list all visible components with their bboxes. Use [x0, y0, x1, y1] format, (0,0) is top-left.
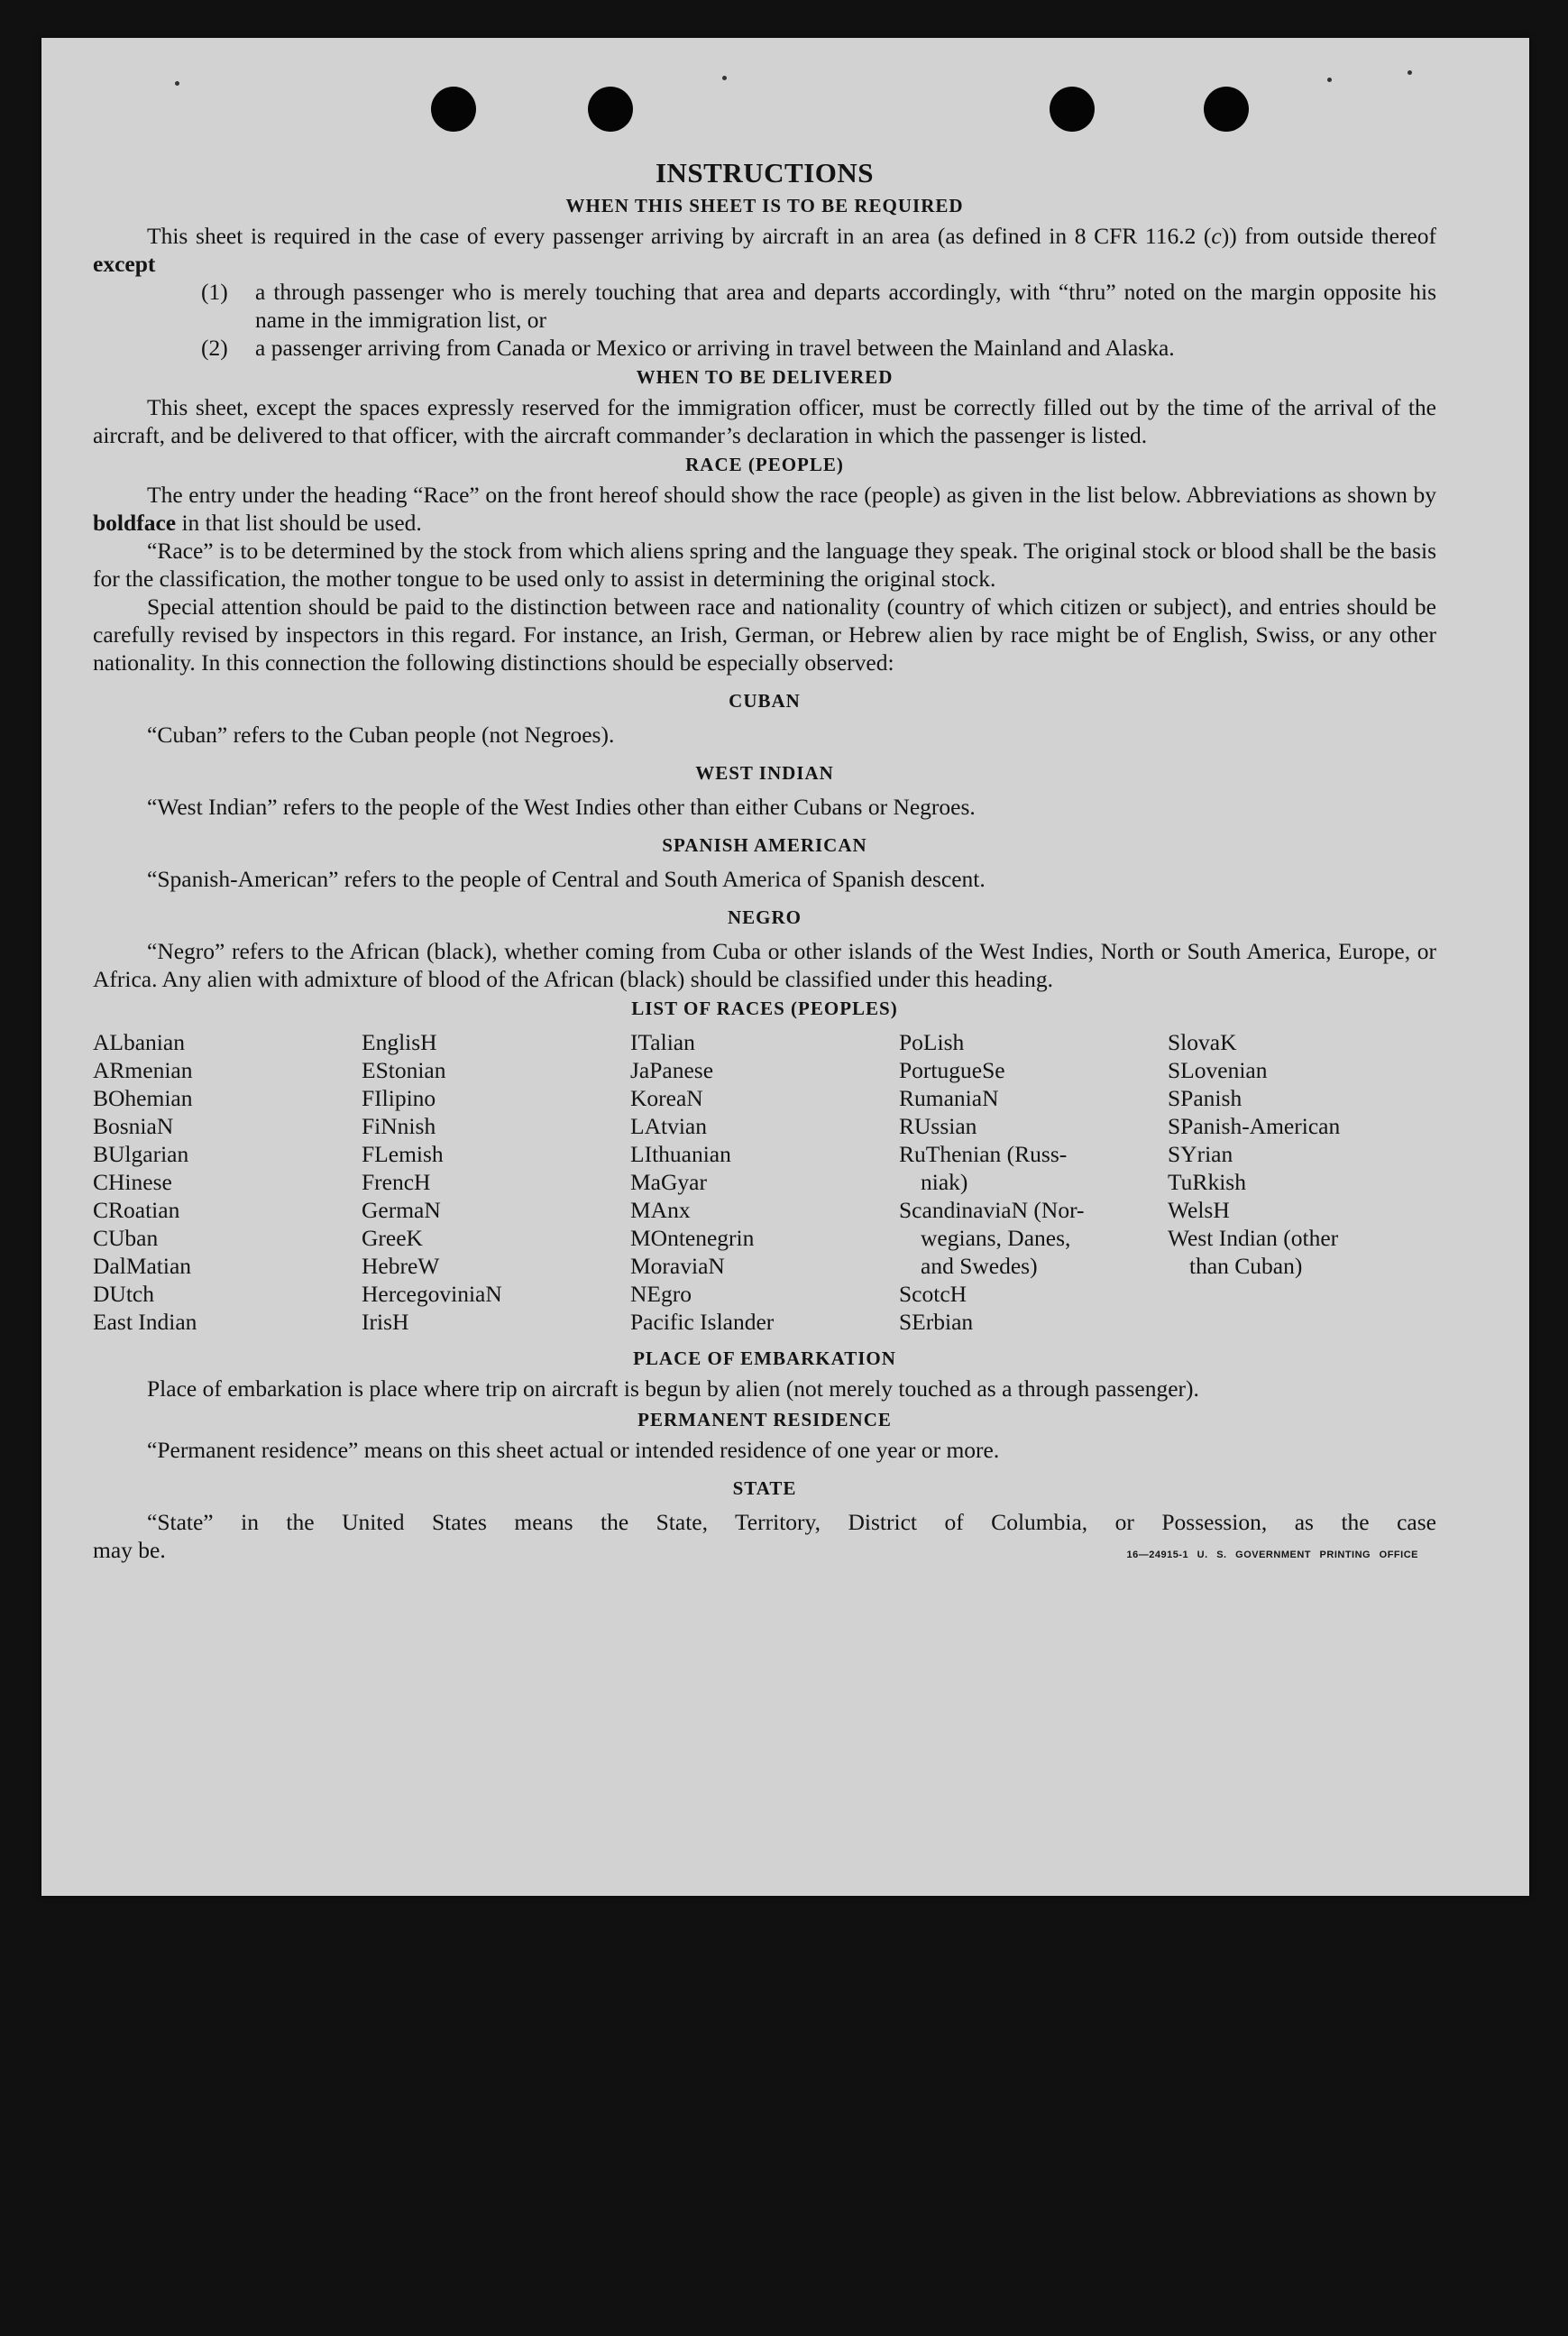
race-entry: JaPanese: [630, 1057, 714, 1083]
race-entry: FrencH: [362, 1169, 431, 1195]
race-entry: FLemish: [362, 1141, 444, 1167]
heading-list-of-races: LIST OF RACES (PEOPLES): [631, 998, 898, 1019]
speck: [722, 76, 727, 80]
race-entry: NEgro: [630, 1281, 692, 1307]
race-entry: RUssian: [899, 1113, 977, 1139]
punch-hole: [1204, 87, 1249, 132]
race-entry: ARmenian: [93, 1057, 193, 1083]
when-delivered-text: This sheet, except the spaces expressly reserved for the immigration officer, must be correctly filled out by the time of the arrival of the aircraft, and be delivered to that officer, with the aircraft commander’s declaration in which the passenger is listed.: [93, 394, 1436, 448]
race-entry: BUlgarian: [93, 1141, 189, 1167]
race-entry: MaGyar: [630, 1169, 707, 1195]
race-entry-continuation: wegians, Danes,: [921, 1225, 1071, 1251]
race-entry: Pacific Islander: [630, 1309, 775, 1335]
race-column: [93, 1028, 362, 1336]
race-list: [93, 1028, 1436, 1336]
race-entry: FIlipino: [362, 1085, 436, 1111]
heading-race: RACE (PEOPLE): [685, 454, 844, 475]
race-entry: GreeK: [362, 1225, 423, 1251]
punch-hole: [588, 87, 633, 132]
heading-when-delivered: WHEN TO BE DELIVERED: [636, 366, 894, 388]
race-entry: BOhemian: [93, 1085, 193, 1111]
speck: [1327, 78, 1332, 82]
punch-hole: [1050, 87, 1095, 132]
race-entry: MoraviaN: [630, 1253, 725, 1279]
heading-cuban: CUBAN: [729, 690, 801, 712]
race-entry: HercegoviniaN: [362, 1281, 502, 1307]
race-entry: SYrian: [1168, 1141, 1233, 1167]
race-entry: MAnx: [630, 1197, 691, 1223]
race-entry: MOntenegrin: [630, 1225, 755, 1251]
race-entry: GermaN: [362, 1197, 441, 1223]
race-column: [630, 1028, 899, 1336]
heading-negro: NEGRO: [727, 906, 802, 928]
race-entry: BosniaN: [93, 1113, 174, 1139]
race-entry: EnglisH: [362, 1029, 437, 1055]
heading-spanish-american: SPANISH AMERICAN: [662, 834, 867, 856]
race-entry: PoLish: [899, 1029, 965, 1055]
printing-office-note: 16—24915-1 U. S. GOVERNMENT PRINTING OFFICE: [1126, 1550, 1418, 1560]
exception-item: (1) a through passenger who is merely touching that area and departs accordingly, with “thru” noted on the margin opposite his name in the immigration list, or: [201, 279, 1436, 333]
race-entry: LIthuanian: [630, 1141, 731, 1167]
exception-item: (2) a passenger arriving from Canada or Mexico or arriving in travel between the Mainland and Alaska.: [201, 335, 1175, 361]
race-entry: ScotcH: [899, 1281, 967, 1307]
heading-state: STATE: [732, 1477, 797, 1499]
heading-when-required: WHEN THIS SHEET IS TO BE REQUIRED: [565, 195, 964, 216]
race-entry: EStonian: [362, 1057, 446, 1083]
race-entry-continuation: than Cuban): [1189, 1253, 1303, 1279]
negro-text: “Negro” refers to the African (black), whether coming from Cuba or other islands of the West Indies, North or South America, Europe, or Africa. Any alien with admixture of blood of the African (black) should be classified under this heading.: [93, 938, 1436, 992]
race-entry: East Indian: [93, 1309, 197, 1335]
instructions-body: [93, 153, 1436, 1569]
race-entry: ALbanian: [93, 1029, 185, 1055]
race-entry: ITalian: [630, 1029, 695, 1055]
race-entry: FiNnish: [362, 1113, 436, 1139]
heading-west-indian: WEST INDIAN: [695, 762, 834, 784]
state-text-end: may be. 16—24915-1 U. S. GOVERNMENT PRINTING OFFICE: [93, 1536, 1436, 1569]
document-page: [41, 38, 1529, 1896]
page-title: INSTRUCTIONS: [655, 157, 874, 189]
race-entry: KoreaN: [630, 1085, 703, 1111]
race-entry: West Indian (other: [1168, 1225, 1339, 1251]
race-entry-continuation: niak): [921, 1169, 968, 1195]
race-entry: CUban: [93, 1225, 159, 1251]
race-paragraph-2: “Race” is to be determined by the stock from which aliens spring and the language they speak. The original stock or blood shall be the basis for the classification, the mother tongue to be used only to assist in determining the original stock.: [93, 538, 1436, 592]
race-entry: CRoatian: [93, 1197, 180, 1223]
race-entry: RuThenian (Russ-: [899, 1141, 1068, 1167]
permanent-residence-text: “Permanent residence” means on this sheet actual or intended residence of one year or more.: [147, 1437, 1000, 1463]
race-entry: SLovenian: [1168, 1057, 1268, 1083]
speck: [175, 81, 179, 86]
heading-place-of-embarkation: PLACE OF EMBARKATION: [633, 1347, 896, 1369]
race-entry: IrisH: [362, 1309, 409, 1335]
race-entry: WelsH: [1168, 1197, 1230, 1223]
race-column: [362, 1028, 630, 1336]
race-entry: SPanish-American: [1168, 1113, 1341, 1139]
race-entry: ScandinaviaN (Nor-: [899, 1197, 1085, 1223]
race-entry: PortugueSe: [899, 1057, 1005, 1083]
place-of-embarkation-text: Place of embarkation is place where trip on aircraft is begun by alien (not merely touched as a through passenger).: [147, 1375, 1199, 1402]
spanish-american-text: “Spanish-American” refers to the people of Central and South America of Spanish descent.: [147, 866, 986, 892]
when-required-intro: This sheet is required in the case of every passenger arriving by aircraft in an area (as defined in 8 CFR 116.2 (c)) from outside thereof except: [93, 223, 1436, 277]
state-text: “State” in the United States means the State, Territory, District of Columbia, or Possession, as the case: [147, 1509, 1436, 1535]
race-entry: DalMatian: [93, 1253, 192, 1279]
race-entry: HebreW: [362, 1253, 440, 1279]
cuban-text: “Cuban” refers to the Cuban people (not Negroes).: [147, 722, 615, 748]
punch-hole: [431, 87, 476, 132]
race-entry: SlovaK: [1168, 1029, 1237, 1055]
heading-permanent-residence: PERMANENT RESIDENCE: [637, 1409, 892, 1430]
race-entry: CHinese: [93, 1169, 172, 1195]
race-paragraph-3: Special attention should be paid to the distinction between race and nationality (country of which citizen or subject), and entries should be carefully revised by inspectors in this regard. For instance, an Irish, German, or Hebrew alien by race might be of English, Swiss, or any other nationality. In this connection the following distinctions should be especially observed:: [93, 593, 1436, 676]
race-entry: DUtch: [93, 1281, 154, 1307]
race-entry: TuRkish: [1168, 1169, 1246, 1195]
race-entry: RumaniaN: [899, 1085, 999, 1111]
speck: [1408, 70, 1412, 75]
race-column: [899, 1028, 1168, 1336]
race-entry-continuation: and Swedes): [921, 1253, 1038, 1279]
race-paragraph-1: The entry under the heading “Race” on the front hereof should show the race (people) as given in the list below. Abbreviations as shown by boldface in that list should be used.: [93, 482, 1436, 536]
race-entry: LAtvian: [630, 1113, 707, 1139]
race-entry: SPanish: [1168, 1085, 1242, 1111]
race-entry: SErbian: [899, 1309, 974, 1335]
west-indian-text: “West Indian” refers to the people of the West Indies other than either Cubans or Negroes.: [147, 794, 976, 820]
race-column: [1168, 1028, 1436, 1336]
